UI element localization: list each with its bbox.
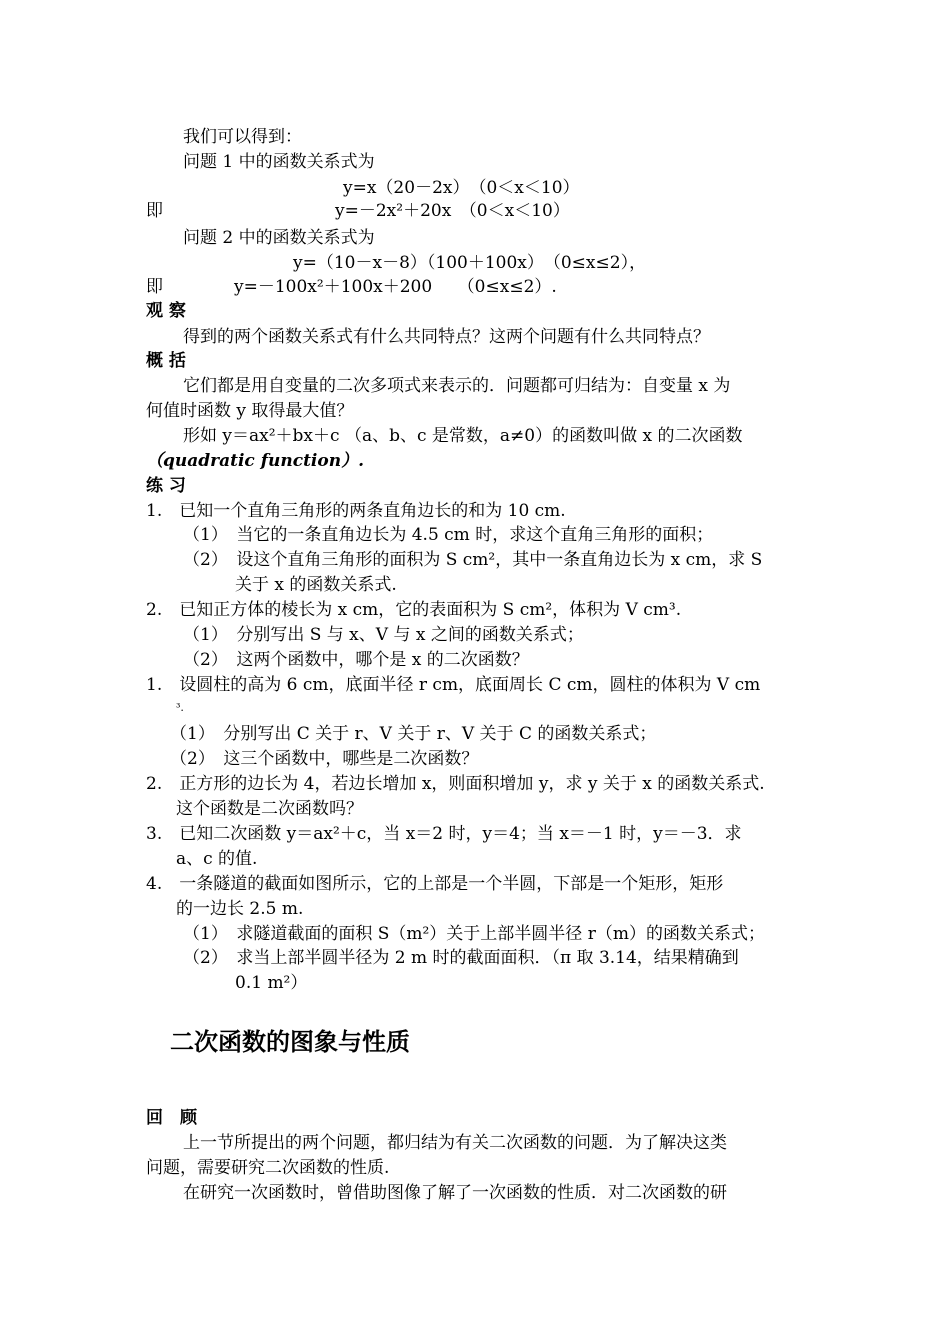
exercise-subitem: （2） 这三个函数中，哪些是二次函数？ <box>170 749 479 769</box>
exercise-item: 1. 已知一个直角三角形的两条直角边长的和为 10 cm. <box>146 501 566 521</box>
text-line: a、c 的值. <box>176 849 258 869</box>
exercise-subitem: （1） 分别写出 S 与 x、V 与 x 之间的函数关系式； <box>183 625 584 645</box>
exercise-subitem: （2） 设这个直角三角形的面积为 S cm²，其中一条直角边长为 x cm，求 S <box>183 550 763 570</box>
exercise-item: 1. 设圆柱的高为 6 cm，底面半径 r cm，底面周长 C cm，圆柱的体积为 V cm <box>146 675 761 695</box>
formula-line: y=x（20－2x） （0＜x＜10） <box>343 178 580 198</box>
term-line: （quadratic function）. <box>146 451 365 471</box>
section-heading: 回 顾 <box>146 1108 197 1128</box>
formula-line: y=－100x²＋100x＋200 （0≤x≤2）. <box>234 277 557 297</box>
text-line: 的一边长 2.5 m. <box>176 899 304 919</box>
text-line: 关于 x 的函数关系式. <box>235 575 397 595</box>
exercise-subitem: （2） 求当上部半圆半径为 2 m 时的截面面积．（π 取 3.14，结果精确到 <box>183 948 739 968</box>
text-line: 这个函数是二次函数吗？ <box>176 799 363 819</box>
text-line: 即 <box>146 277 163 297</box>
section-heading: 概 括 <box>146 351 186 371</box>
chapter-title: 二次函数的图象与性质 <box>170 1028 410 1056</box>
text-line: 形如 y＝ax²＋bx＋c （a、b、c 是常数，a≠0）的函数叫做 x 的二次函数 <box>183 426 743 446</box>
exercise-subitem: （1） 求隧道截面的面积 S（m²）关于上部半圆半径 r（m）的函数关系式； <box>183 924 765 944</box>
text-line: 问题 2 中的函数关系式为 <box>183 228 375 248</box>
text-line: 在研究一次函数时，曾借助图像了解了一次函数的性质．对二次函数的研 <box>183 1183 727 1203</box>
formula-line: y=（10－x－8）（100＋100x） （0≤x≤2）， <box>293 253 647 273</box>
text-line: 得到的两个函数关系式有什么共同特点？这两个问题有什么共同特点？ <box>183 327 710 347</box>
exercise-item: 2. 已知正方体的棱长为 x cm，它的表面积为 S cm²，体积为 V cm³. <box>146 600 682 620</box>
text-line: 问题 1 中的函数关系式为 <box>183 152 375 172</box>
text-line: 上一节所提出的两个问题，都归结为有关二次函数的问题．为了解决这类 <box>183 1133 727 1153</box>
text-line: 问题，需要研究二次函数的性质. <box>146 1158 390 1178</box>
formula-line: y=－2x²＋20x （0＜x＜10） <box>335 201 570 221</box>
text-line: 它们都是用自变量的二次多项式来表示的．问题都可归结为：自变量 x 为 <box>183 376 731 396</box>
text-line: 0.1 m²） <box>235 973 308 993</box>
exercise-item: 2. 正方形的边长为 4，若边长增加 x，则面积增加 y，求 y 关于 x 的函数关系式. <box>146 774 765 794</box>
exercise-subitem: （1） 分别写出 C 关于 r、V 关于 r、V 关于 C 的函数关系式； <box>170 724 657 744</box>
exercise-subitem: （2） 这两个函数中，哪个是 x 的二次函数？ <box>183 650 529 670</box>
exercise-subitem: （1） 当它的一条直角边长为 4.5 cm 时，求这个直角三角形的面积； <box>183 525 714 545</box>
text-line: 即 <box>146 201 163 221</box>
text-line: ³. <box>176 701 184 714</box>
exercise-item: 4. 一条隧道的截面如图所示，它的上部是一个半圆，下部是一个矩形，矩形 <box>146 874 724 894</box>
text-line: 我们可以得到： <box>183 127 302 147</box>
section-heading: 观 察 <box>146 301 186 321</box>
exercise-item: 3. 已知二次函数 y＝ax²＋c，当 x＝2 时，y＝4；当 x＝－1 时，y＝－3．求 <box>146 824 742 844</box>
text-line: 何值时函数 y 取得最大值？ <box>146 401 354 421</box>
section-heading: 练 习 <box>146 476 186 496</box>
